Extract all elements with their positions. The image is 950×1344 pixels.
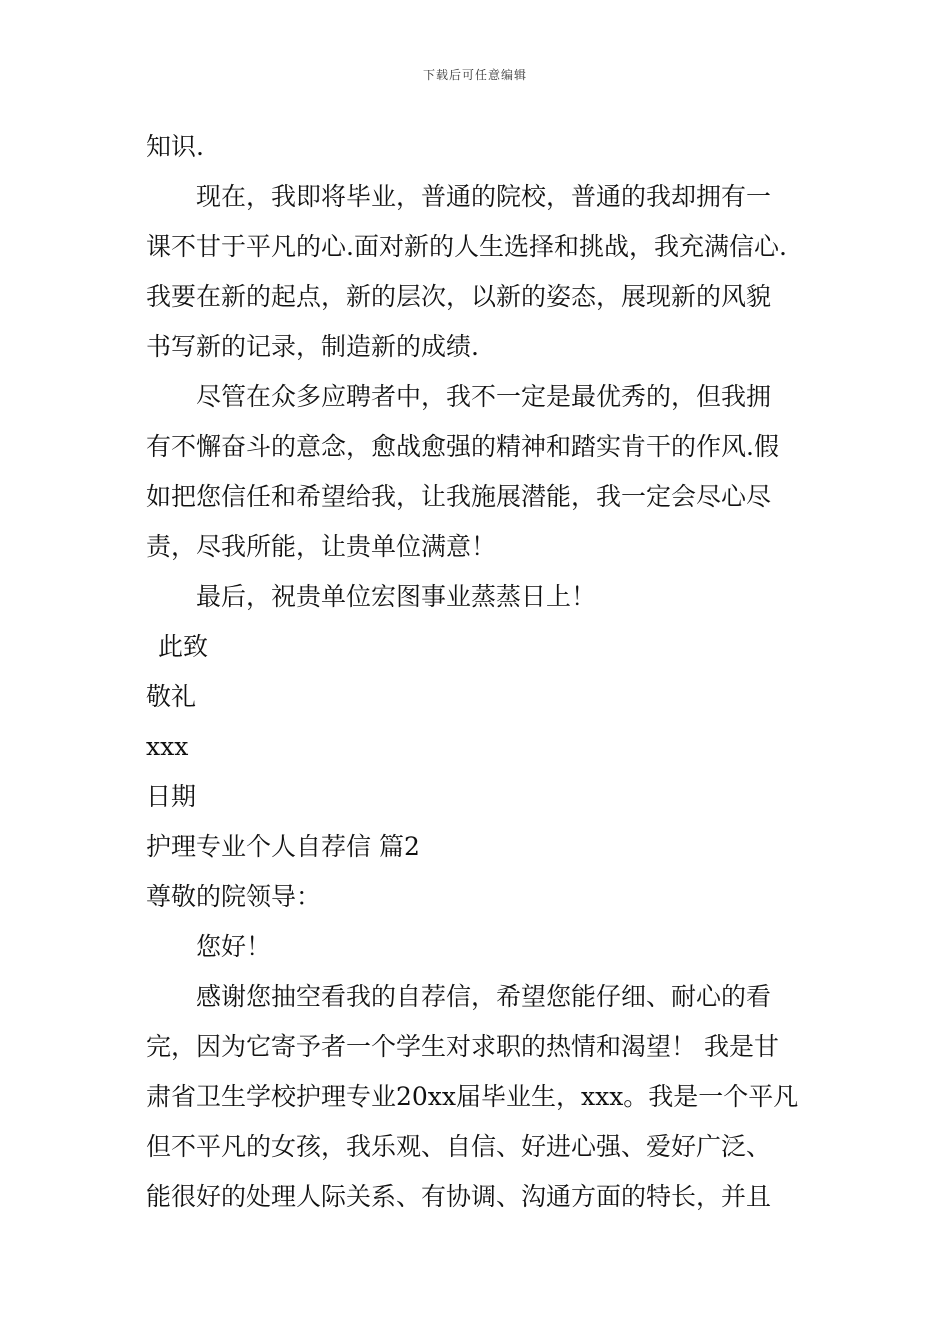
signature-name: xxx: [146, 732, 189, 761]
section-title: 护理专业个人自荐信 篇2: [146, 832, 420, 861]
page-header-note: 下载后可任意编辑: [422, 68, 527, 82]
paragraph-line: 尽管在众多应聘者中，我不一定是最优秀的，但我拥: [196, 382, 772, 411]
document-body: [146, 122, 814, 1222]
closing-wish: 最后，祝贵单位宏图事业蒸蒸日上！: [196, 582, 597, 611]
signature-date: 日期: [146, 782, 197, 811]
paragraph-line: 我要在新的起点，新的层次，以新的姿态，展现新的风貌: [146, 282, 772, 311]
paragraph-line: 如把您信任和希望给我，让我施展潜能，我一定会尽心尽: [146, 482, 772, 511]
text-line: 知识.: [146, 132, 204, 161]
paragraph-line: 肃省卫生学校护理专业20xx届毕业生，xxx。我是一个平凡: [146, 1082, 799, 1111]
paragraph-line: 完，因为它寄予者一个学生对求职的热情和渴望！ 我是甘: [146, 1032, 779, 1061]
salutation-regards: 敬礼: [146, 682, 197, 711]
salutation-closing: 此致: [158, 632, 209, 661]
paragraph-line: 能很好的处理人际关系、有协调、沟通方面的特长，并且: [146, 1182, 772, 1211]
paragraph-line: 责，尽我所能，让贵单位满意！: [146, 532, 497, 561]
letter-hello: 您好！: [196, 932, 272, 961]
paragraph-line: 但不平凡的女孩，我乐观、自信、好进心强、爱好广泛、: [146, 1132, 772, 1161]
letter-greeting: 尊敬的院领导：: [146, 882, 322, 911]
paragraph-line: 书写新的记录，制造新的成绩.: [146, 332, 479, 361]
paragraph-line: 现在，我即将毕业，普通的院校，普通的我却拥有一: [196, 182, 772, 211]
paragraph-line: 感谢您抽空看我的自荐信，希望您能仔细、耐心的看: [196, 982, 772, 1011]
paragraph-line: 有不懈奋斗的意念，愈战愈强的精神和踏实肯干的作风.假: [146, 432, 779, 461]
paragraph-line: 课不甘于平凡的心.面对新的人生选择和挑战，我充满信心.: [146, 232, 787, 261]
